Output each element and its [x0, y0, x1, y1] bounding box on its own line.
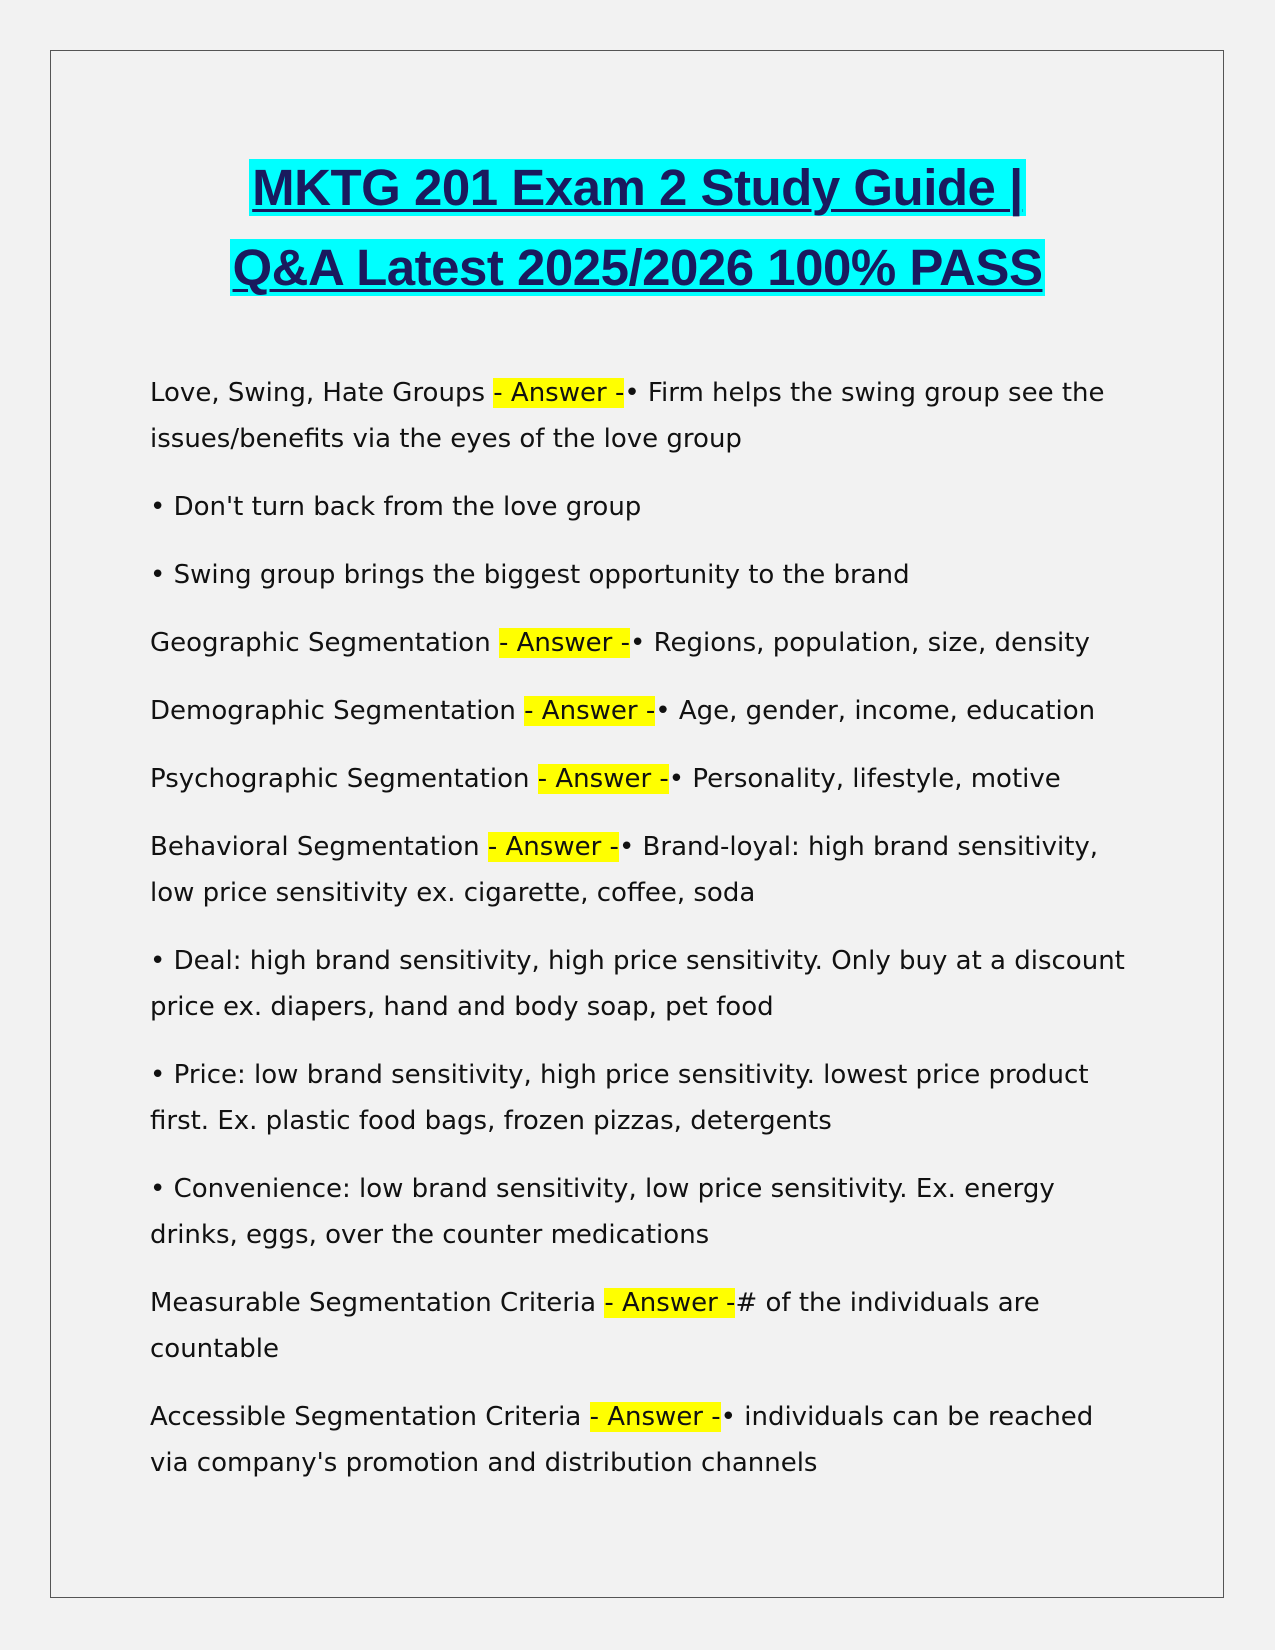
question-term: Accessible Segmentation Criteria: [150, 1402, 590, 1432]
title-line-1: MKTG 201 Exam 2 Study Guide |: [150, 148, 1125, 228]
qa-entry: [150, 1280, 1130, 1372]
answer-bullet: [150, 552, 1130, 598]
answer-marker: - Answer -: [498, 628, 631, 658]
answer-text: • Convenience: low brand sensitivity, low price sensitivity. Ex. energy drinks, eggs, over the counter medications: [150, 1174, 1055, 1250]
answer-text: • individuals can be reached via company's promotion and distribution channels: [150, 1402, 1094, 1478]
answer-text: # of the individuals are countable: [150, 1288, 1040, 1364]
answer-text: • Price: low brand sensitivity, high price sensitivity. lowest price product first. Ex. plastic food bags, frozen pizzas, detergents: [150, 1060, 1089, 1136]
qa-entry: [150, 824, 1130, 916]
answer-marker: - Answer -: [524, 696, 656, 726]
answer-text: • Firm helps the swing group see the issues/benefits via the eyes of the love group: [150, 378, 1105, 454]
answer-text: • Regions, population, size, density: [630, 628, 1090, 658]
qa-list: [150, 370, 1130, 1508]
answer-text: • Don't turn back from the love group: [150, 492, 642, 522]
qa-entry: [150, 1394, 1130, 1486]
answer-text: • Age, gender, income, education: [655, 696, 1096, 726]
document-title: [150, 148, 1125, 308]
question-term: Love, Swing, Hate Groups: [150, 378, 494, 408]
question-term: Measurable Segmentation Criteria: [150, 1288, 605, 1318]
question-term: Demographic Segmentation: [150, 696, 525, 726]
question-term: Psychographic Segmentation: [150, 764, 538, 794]
answer-bullet: [150, 484, 1130, 530]
answer-marker: - Answer -: [537, 764, 669, 794]
answer-text: • Personality, lifestyle, motive: [668, 764, 1061, 794]
answer-marker: - Answer -: [493, 378, 625, 408]
question-term: Behavioral Segmentation: [150, 832, 488, 862]
qa-entry: [150, 620, 1130, 666]
qa-entry: [150, 688, 1130, 734]
title-line-2: Q&A Latest 2025/2026 100% PASS: [150, 228, 1125, 308]
qa-entry: [150, 370, 1130, 462]
answer-bullet: [150, 1052, 1130, 1144]
answer-marker: - Answer -: [487, 832, 619, 862]
answer-bullet: [150, 938, 1130, 1030]
answer-marker: - Answer -: [604, 1288, 736, 1318]
answer-marker: - Answer -: [589, 1402, 721, 1432]
answer-text: • Deal: high brand sensitivity, high price sensitivity. Only buy at a discount price ex. diapers, hand and body soap, pet food: [150, 946, 1125, 1022]
question-term: Geographic Segmentation: [150, 628, 499, 658]
answer-bullet: [150, 1166, 1130, 1258]
qa-entry: [150, 756, 1130, 802]
answer-text: • Brand-loyal: high brand sensitivity, low price sensitivity ex. cigarette, coffee, soda: [150, 832, 1099, 908]
answer-text: • Swing group brings the biggest opportunity to the brand: [150, 560, 910, 590]
